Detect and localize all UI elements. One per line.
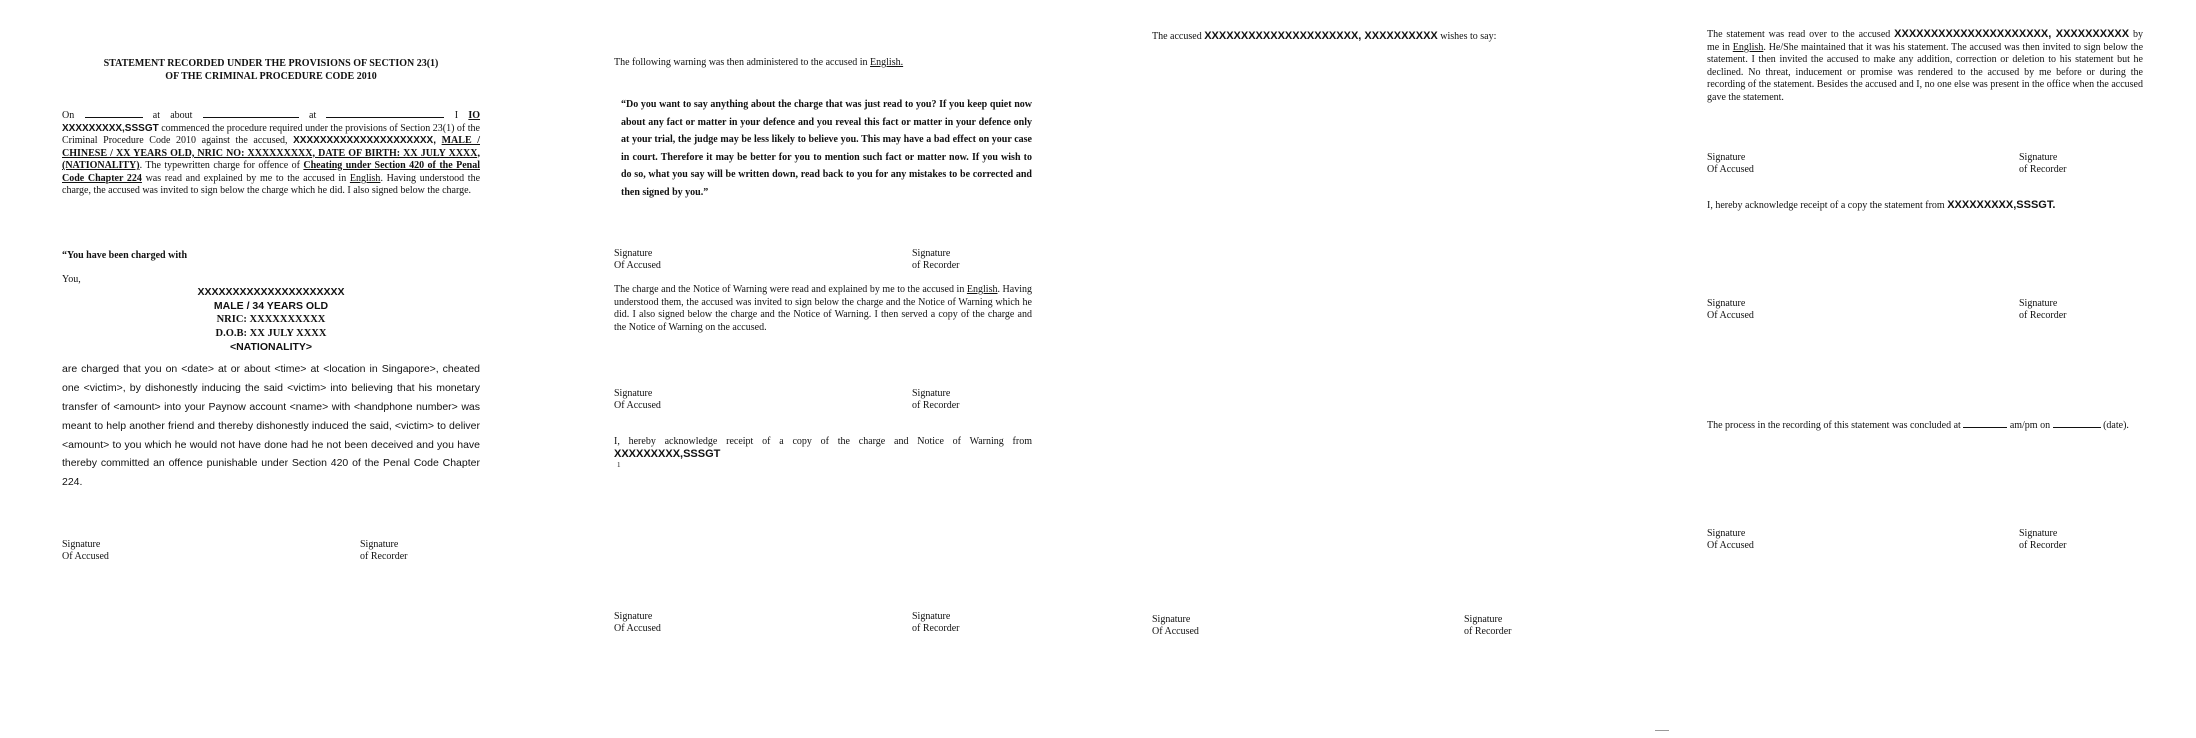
signature-recorder-label: Signature bbox=[912, 248, 951, 259]
intro-i: I bbox=[454, 110, 459, 121]
accused-sex-age: MALE / 34 YEARS OLD bbox=[213, 299, 329, 312]
date-blank bbox=[85, 108, 143, 118]
wishes-accused-name: XXXXXXXXXXXXXXXXXXXXX, XXXXXXXXXX bbox=[1204, 30, 1438, 42]
notice-served-paragraph bbox=[614, 284, 1032, 334]
accused-identity-block bbox=[62, 286, 480, 354]
page-3 bbox=[1152, 0, 1552, 738]
title-line-2: OF THE CRIMINAL PROCEDURE CODE 2010 bbox=[165, 71, 377, 82]
read-by: by me in bbox=[1707, 29, 2143, 53]
signature-accused bbox=[1707, 152, 1754, 176]
signature-accused-sub: Of Accused bbox=[1707, 164, 1754, 175]
signature-accused bbox=[614, 248, 661, 272]
concluded-date-blank bbox=[2053, 418, 2101, 428]
signature-recorder bbox=[2019, 152, 2066, 176]
signature-accused bbox=[614, 388, 661, 412]
charge-body: are charged that you on <date> at or about <time> at <location in Singapore>, cheated one <victim>, by dishonestly inducing the said <victim> into believing that his monetary transfer of <amount> into your Paynow account <name> with <handphone number> was meant to help another friend and thereby dishonestly induced the said, <victim> to deliver <amount> to you which he would not have done had he not been deceived and you have thereby committed an offence punishable under Section 420 of the Penal Code Chapter 224. bbox=[62, 363, 480, 489]
signature-recorder bbox=[912, 611, 959, 635]
statement-concluded bbox=[1707, 418, 2143, 433]
statement-title bbox=[62, 57, 480, 83]
signature-recorder-sub: of Recorder bbox=[2019, 540, 2067, 551]
page-4 bbox=[1707, 0, 2143, 738]
signature-recorder-sub: of Recorder bbox=[1464, 626, 1512, 637]
intro-paragraph bbox=[62, 108, 480, 198]
notice-of-warning: “Do you want to say anything about the charge that was just read to you? If you keep quiet now about any fact or matter in your defence and you reveal this fact or matter in your defence only at your trial, the judge may be less likely to believe you. This may have a bad effect on your case in court. Therefore it may be better for you to mention such fact or matter now. If you wish to do so, what you say will be written down, read back to you for any mistakes to be corrected and then signed by you.” bbox=[621, 99, 1032, 198]
signature-accused-sub: Of Accused bbox=[614, 260, 661, 271]
signature-accused-label: Signature bbox=[614, 248, 653, 259]
signature-recorder bbox=[360, 539, 407, 563]
signature-accused-sub: Of Accused bbox=[614, 400, 661, 411]
signature-recorder-label: Signature bbox=[360, 539, 399, 550]
wishes-suffix: wishes to say: bbox=[1437, 31, 1497, 42]
signature-recorder bbox=[2019, 298, 2066, 322]
intro-on: On bbox=[62, 110, 75, 121]
notice-text-2: . Having understood them, the accused was invited to sign below the charge and the Notice of Warning which he did. I also signed below the charge and the Notice of Warning. I then served a copy of the charge and the Notice of Warning on the accused. bbox=[614, 284, 1032, 333]
intro-officer: XXXXXXXXX,SSSGT bbox=[62, 122, 159, 134]
signature-accused-label: Signature bbox=[1152, 614, 1191, 625]
signature-accused-sub: Of Accused bbox=[62, 551, 109, 562]
page-1 bbox=[62, 0, 480, 738]
warning-language: English. bbox=[870, 57, 904, 68]
intro-language: English bbox=[349, 172, 381, 184]
concluded-text-1: The process in the recording of this statement was concluded at bbox=[1707, 420, 1964, 431]
warning-intro bbox=[614, 57, 903, 70]
signature-recorder bbox=[912, 388, 959, 412]
signature-accused-sub: Of Accused bbox=[1707, 310, 1754, 321]
intro-offence: Cheating under Section 420 of the Penal Code Chapter 224 bbox=[62, 160, 480, 184]
signature-accused bbox=[1707, 298, 1754, 322]
signature-accused-label: Signature bbox=[1707, 152, 1746, 163]
signature-recorder-sub: of Recorder bbox=[2019, 310, 2067, 321]
signature-recorder-label: Signature bbox=[2019, 152, 2058, 163]
signature-recorder-label: Signature bbox=[1464, 614, 1503, 625]
signature-recorder-sub: of Recorder bbox=[360, 551, 408, 562]
signature-recorder-label: Signature bbox=[912, 388, 951, 399]
intro-at-about: at about bbox=[152, 110, 193, 121]
signature-recorder bbox=[2019, 528, 2066, 552]
intro-text-3: was read and explained by me to the accused in bbox=[141, 172, 350, 184]
signature-recorder bbox=[912, 248, 959, 272]
signature-accused bbox=[1152, 614, 1199, 638]
signature-recorder-label: Signature bbox=[2019, 528, 2058, 539]
signature-recorder bbox=[1464, 614, 1511, 638]
wishes-prefix: The accused bbox=[1152, 31, 1205, 42]
read-rest: . He/She maintained that it was his statement. The accused was then invited to sign below the statement. I then invited the accused to make any addition, correction or deletion to his statement but he declined. No threat, inducement or promise was rendered to the accused by me before or during the recording of the statement. Besides the accused and I, no one else was present in the office when the accused gave the statement. bbox=[1707, 41, 2144, 103]
signature-accused-sub: Of Accused bbox=[1707, 540, 1754, 551]
signature-accused-label: Signature bbox=[62, 539, 101, 550]
ack-officer: XXXXXXXXX,SSSGT. bbox=[1947, 199, 2056, 211]
intro-at: at bbox=[309, 110, 317, 121]
signature-recorder-sub: of Recorder bbox=[912, 623, 960, 634]
warning-intro-text: The following warning was then administered to the accused in bbox=[614, 57, 871, 68]
signature-recorder-sub: of Recorder bbox=[912, 400, 960, 411]
charged-with-heading: “You have been charged with bbox=[62, 250, 188, 261]
statement-read-over-paragraph bbox=[1707, 28, 2143, 104]
acknowledgement-text: I, hereby acknowledge receipt of a copy of the charge and Notice of Warning from bbox=[614, 436, 1032, 447]
location-blank bbox=[326, 108, 444, 118]
signature-recorder-label: Signature bbox=[2019, 298, 2058, 309]
notice-language: English bbox=[966, 284, 998, 295]
accused-name: XXXXXXXXXXXXXXXXXXXXX bbox=[197, 286, 345, 298]
read-language: English bbox=[1732, 41, 1764, 53]
signature-accused-label: Signature bbox=[1707, 298, 1746, 309]
accused-nric: NRIC: XXXXXXXXXX bbox=[216, 314, 326, 326]
concluded-time-blank bbox=[1963, 418, 2007, 428]
intro-io: IO bbox=[468, 110, 481, 121]
intro-text-4: . Having understood the charge, the accused was invited to sign below the charge which he did. I also signed below the charge. bbox=[62, 172, 481, 196]
accused-nationality: <NATIONALITY> bbox=[229, 340, 313, 353]
statement-acknowledgement bbox=[1707, 199, 2143, 213]
signature-accused bbox=[1707, 528, 1754, 552]
acknowledgement-officer: XXXXXXXXX,SSSGT bbox=[614, 448, 721, 460]
concluded-text-2: am/pm on bbox=[2007, 420, 2053, 431]
signature-recorder-sub: of Recorder bbox=[2019, 164, 2067, 175]
ack-text: I, hereby acknowledge receipt of a copy the statement from bbox=[1707, 200, 1948, 211]
signature-accused-label: Signature bbox=[1707, 528, 1746, 539]
footnote-mark: 1 bbox=[617, 461, 621, 469]
signature-accused bbox=[614, 611, 661, 635]
intro-accused-details: MALE / CHINESE / XX YEARS OLD, NRIC NO: XXXXXXXXX, DATE OF BIRTH: XX JULY XXXX, (NATIONALITY) bbox=[62, 135, 480, 171]
signature-recorder-label: Signature bbox=[912, 611, 951, 622]
intro-accused: XXXXXXXXXXXXXXXXXXXXX, bbox=[293, 135, 436, 146]
signature-accused-sub: Of Accused bbox=[614, 623, 661, 634]
accused-wishes-to-say bbox=[1152, 30, 1552, 44]
concluded-text-3: (date). bbox=[2100, 420, 2129, 431]
page-corner-mark bbox=[1655, 730, 1669, 734]
time-blank bbox=[203, 108, 299, 118]
signature-accused bbox=[62, 539, 109, 563]
read-accused-name: XXXXXXXXXXXXXXXXXXXXX, XXXXXXXXXX bbox=[1894, 28, 2130, 40]
signature-accused-label: Signature bbox=[614, 388, 653, 399]
intro-text-1: commenced the procedure required under the provisions of Section 23(1) of the Criminal Procedure Code 2010 against the accused, bbox=[62, 122, 480, 146]
read-prefix: The statement was read over to the accused bbox=[1707, 29, 1895, 40]
intro-text-2: . The typewritten charge for offence of bbox=[139, 160, 304, 171]
you-label: You, bbox=[62, 274, 81, 285]
title-line-1: STATEMENT RECORDED UNDER THE PROVISIONS OF SECTION 23(1) bbox=[103, 58, 439, 69]
signature-accused-sub: Of Accused bbox=[1152, 626, 1199, 637]
signature-recorder-sub: of Recorder bbox=[912, 260, 960, 271]
notice-text-1: The charge and the Notice of Warning were read and explained by me to the accused in bbox=[614, 284, 967, 295]
signature-accused-label: Signature bbox=[614, 611, 653, 622]
accused-dob: D.O.B: XX JULY XXXX bbox=[215, 327, 327, 339]
page-2 bbox=[614, 0, 1032, 738]
